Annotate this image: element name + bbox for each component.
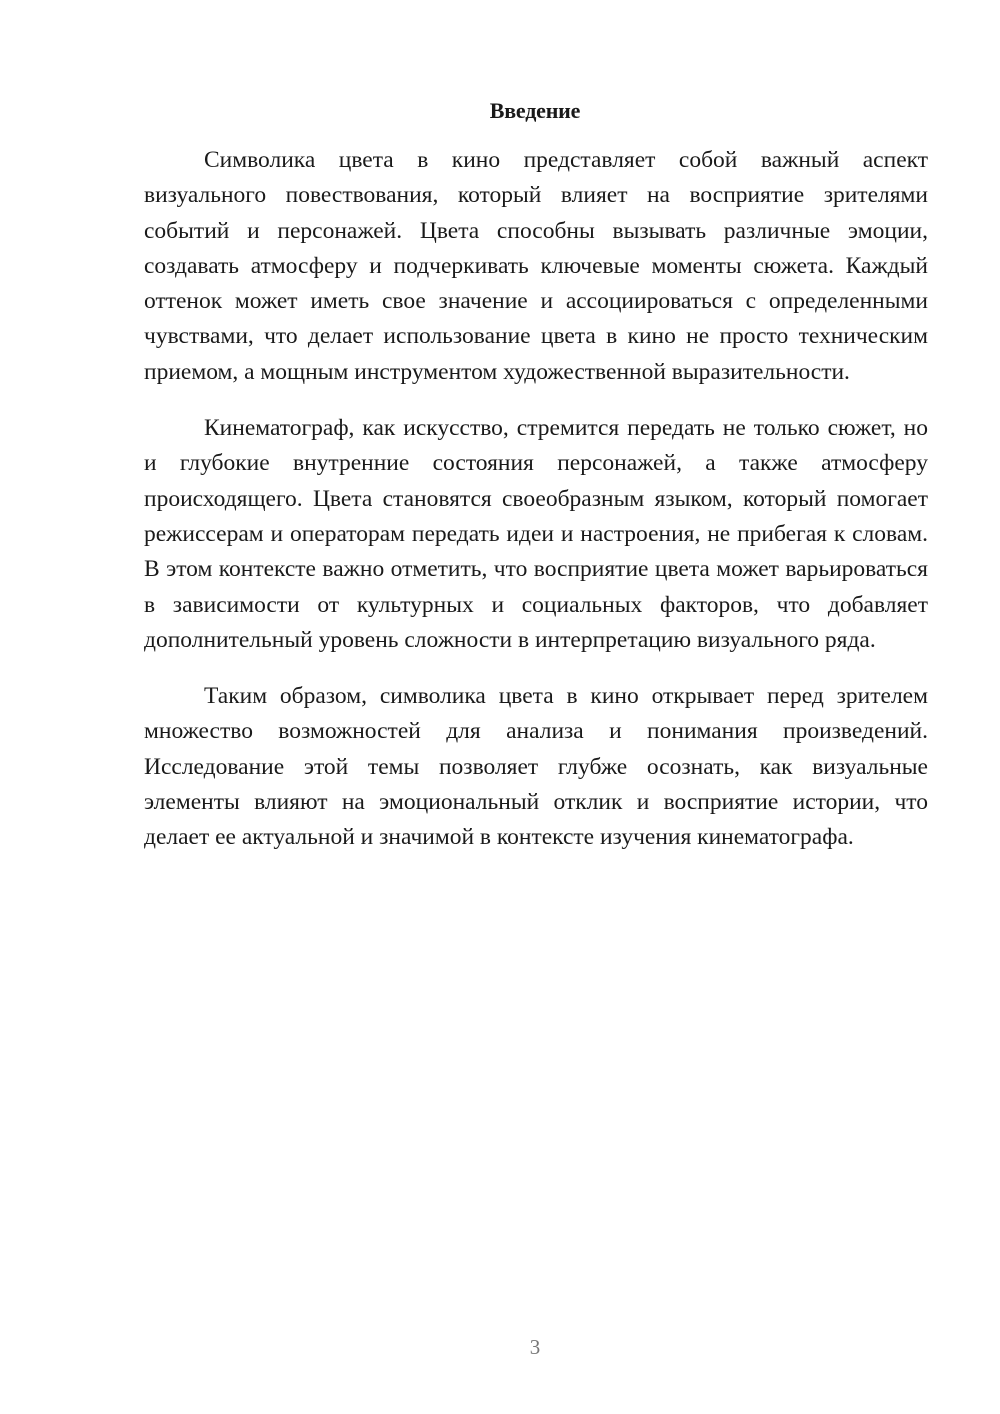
- paragraph-1: Символика цвета в кино представляет собой важный аспект визуального повествования, который влияет на восприятие зрителями событий и персонажей. Цвета способны вызывать различные эмоции, создавать атмосферу и подчеркивать ключевые моменты сюжета. Каждый оттенок может иметь свое значение и ассоциироваться с определенными чувствами, что делает использование цвета в кино не просто техническим приемом, а мощным инструментом художественной выразительности.: [144, 147, 928, 385]
- section-heading: Введение: [489, 98, 581, 123]
- page-number: 3: [529, 1335, 541, 1359]
- paragraph-2: Кинематограф, как искусство, стремится передать не только сюжет, но и глубокие внутренние состояния персонажей, а также атмосферу происходящего. Цвета становятся своеобразным языком, который помогает режиссерам и операторам передать идеи и настроения, не прибегая к словам. В этом контексте важно отметить, что восприятие цвета может варьироваться в зависимости от культурных и социальных факторов, что добавляет дополнительный уровень сложности в интерпретацию визуального ряда.: [144, 415, 928, 653]
- body-text: [144, 143, 928, 856]
- paragraph-3: Таким образом, символика цвета в кино открывает перед зрителем множество возможностей для анализа и понимания произведений. Исследование этой темы позволяет глубже осознать, как визуальные элементы влияют на эмоциональный отклик и восприятие истории, что делает ее актуальной и значимой в контексте изучения кинематографа.: [144, 683, 928, 851]
